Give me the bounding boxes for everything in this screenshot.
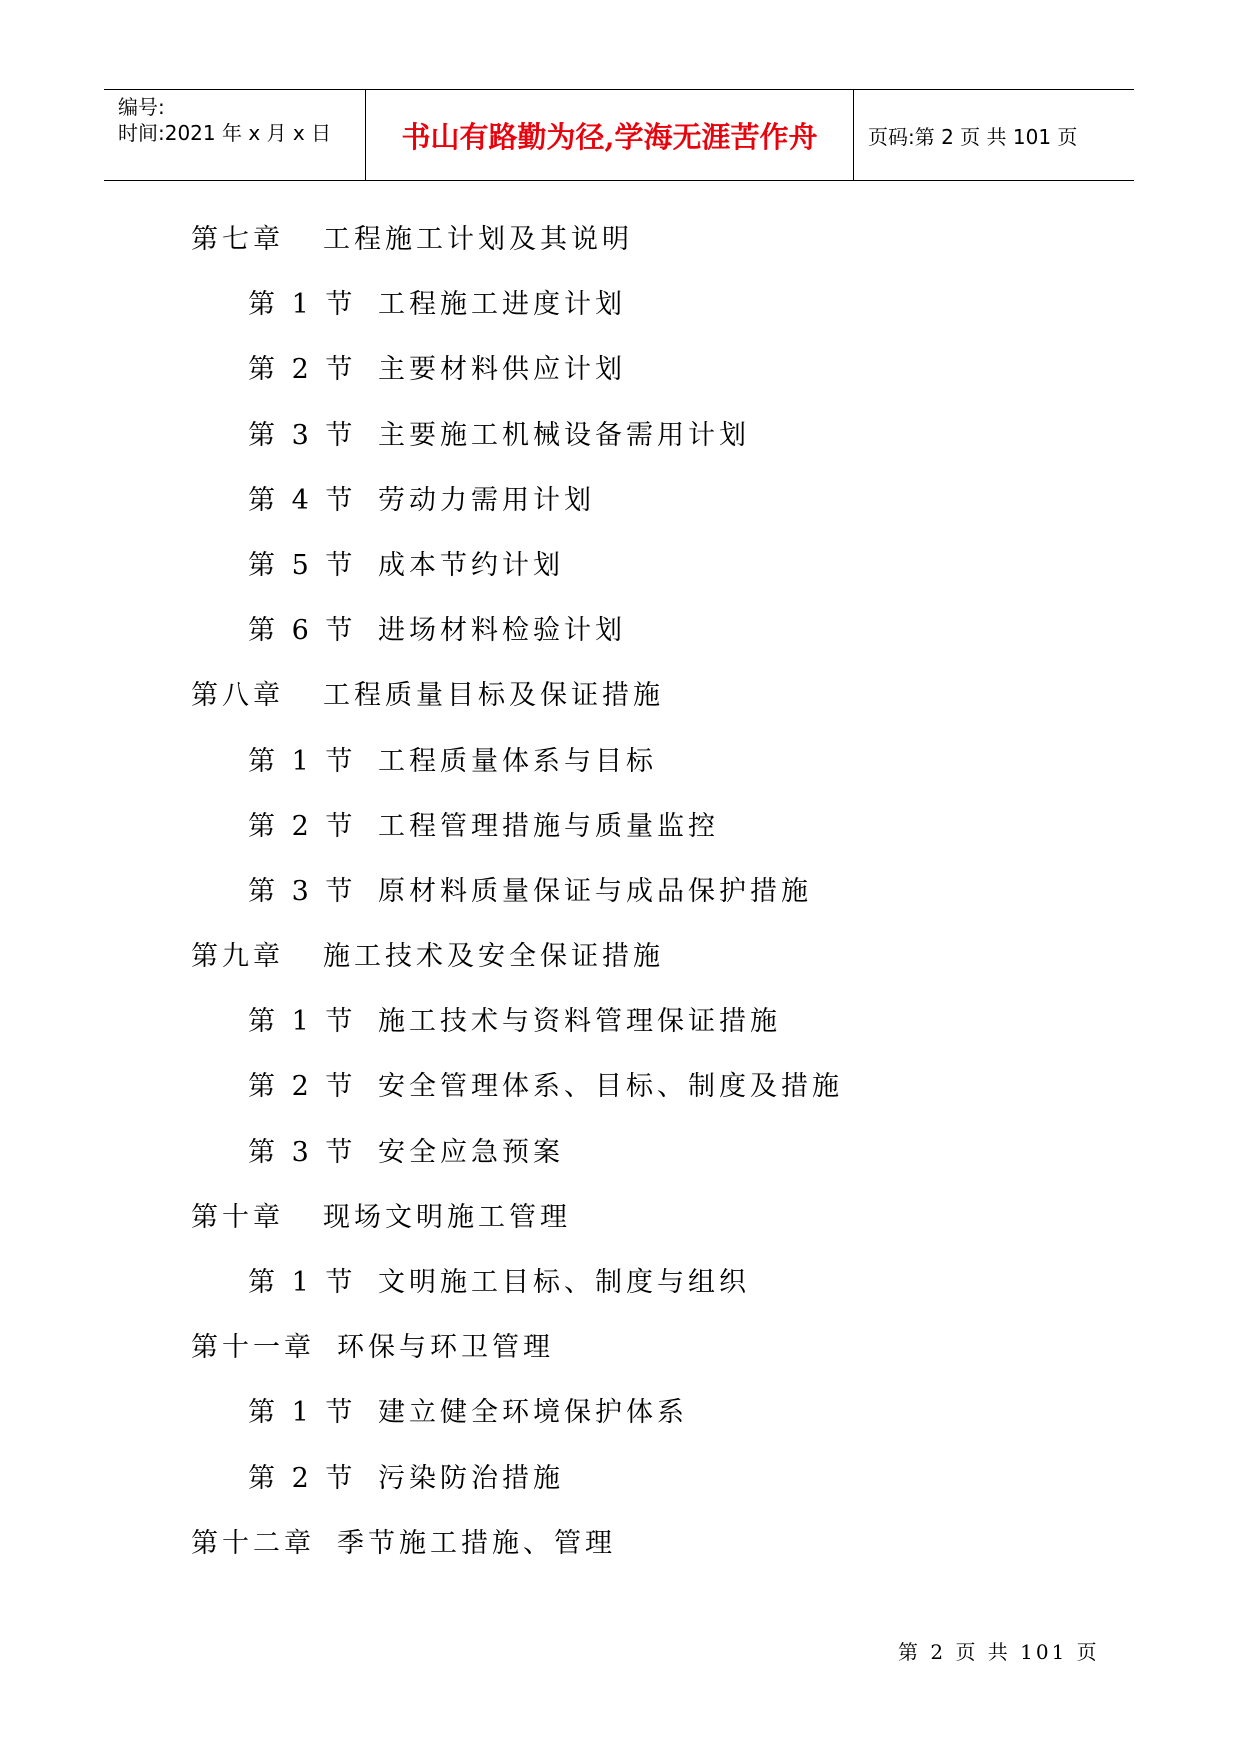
toc-section: [0, 607, 1241, 672]
toc-section: [0, 1129, 1241, 1194]
toc-section: [0, 281, 1241, 346]
section-number: 第 1 节: [248, 289, 357, 321]
toc-section: [0, 868, 1241, 933]
page-header: [104, 89, 1134, 181]
section-number: 第 3 节: [248, 1136, 357, 1168]
section-number: 第 5 节: [248, 549, 357, 581]
toc-section: [0, 998, 1241, 1063]
chapter-number: 第八章: [191, 680, 284, 712]
section-title: 进场材料检验计划: [378, 615, 626, 647]
chapter-number: 第九章: [191, 941, 284, 973]
toc-section: [0, 542, 1241, 607]
header-meta: [104, 90, 366, 180]
toc-section: [0, 1455, 1241, 1520]
header-page-label: 页码:第 2 页 共 101 页: [868, 124, 1078, 149]
toc-chapter: [0, 1520, 1241, 1585]
section-title: 安全管理体系、目标、制度及措施: [378, 1071, 843, 1103]
section-number: 第 6 节: [248, 615, 357, 647]
section-number: 第 3 节: [248, 875, 357, 907]
section-number: 第 2 节: [248, 1462, 357, 1494]
section-title: 工程施工进度计划: [378, 289, 626, 321]
chapter-number: 第十一章: [191, 1332, 315, 1364]
chapter-title: 季节施工措施、管理: [337, 1527, 616, 1559]
section-number: 第 2 节: [248, 1071, 357, 1103]
toc-section: [0, 477, 1241, 542]
table-of-contents: [0, 216, 1241, 1585]
section-number: 第 4 节: [248, 484, 357, 516]
section-title: 安全应急预案: [378, 1136, 564, 1168]
toc-section: [0, 346, 1241, 411]
chapter-title: 现场文明施工管理: [323, 1201, 571, 1233]
toc-section: [0, 1389, 1241, 1454]
section-title: 文明施工目标、制度与组织: [378, 1267, 750, 1298]
toc-chapter: [0, 1324, 1241, 1389]
section-number: 第 2 节: [248, 810, 357, 842]
section-number: 第 1 节: [248, 1006, 357, 1038]
section-number: 第 2 节: [248, 354, 357, 386]
section-number: 第 3 节: [248, 419, 357, 451]
toc-section: [0, 803, 1241, 868]
section-title: 建立健全环境保护体系: [378, 1397, 688, 1429]
chapter-title: 工程施工计划及其说明: [323, 224, 633, 255]
toc-section: [0, 412, 1241, 477]
section-number: 第 1 节: [248, 1397, 357, 1429]
chapter-number: 第十二章: [191, 1527, 315, 1559]
section-title: 污染防治措施: [378, 1462, 564, 1494]
section-number: 第 1 节: [248, 1267, 357, 1298]
toc-section: [0, 738, 1241, 803]
toc-section: [0, 1259, 1241, 1324]
toc-chapter: [0, 1194, 1241, 1259]
header-motto: 书山有路勤为径,学海无涯苦作舟: [366, 90, 854, 180]
chapter-title: 施工技术及安全保证措施: [323, 941, 664, 973]
section-number: 第 1 节: [248, 745, 357, 777]
section-title: 劳动力需用计划: [378, 484, 595, 516]
section-title: 主要施工机械设备需用计划: [378, 419, 750, 451]
chapter-number: 第十章: [191, 1201, 284, 1233]
section-title: 成本节约计划: [378, 549, 564, 581]
chapter-number: 第七章: [191, 224, 284, 255]
toc-chapter: [0, 216, 1241, 281]
section-title: 施工技术与资料管理保证措施: [378, 1006, 781, 1038]
number-label: 编号:: [118, 95, 165, 119]
toc-chapter: [0, 933, 1241, 998]
time-label: 时间:2021 年 x 月 x 日: [118, 121, 332, 145]
chapter-title: 工程质量目标及保证措施: [323, 680, 664, 712]
section-title: 工程管理措施与质量监控: [378, 810, 719, 842]
toc-section: [0, 1063, 1241, 1128]
page-footer: 第 2 页 共 101 页: [898, 1640, 1100, 1664]
section-title: 工程质量体系与目标: [378, 745, 657, 777]
section-title: 原材料质量保证与成品保护措施: [378, 875, 812, 907]
chapter-title: 环保与环卫管理: [337, 1332, 554, 1364]
section-title: 主要材料供应计划: [378, 354, 626, 386]
toc-chapter: [0, 672, 1241, 737]
